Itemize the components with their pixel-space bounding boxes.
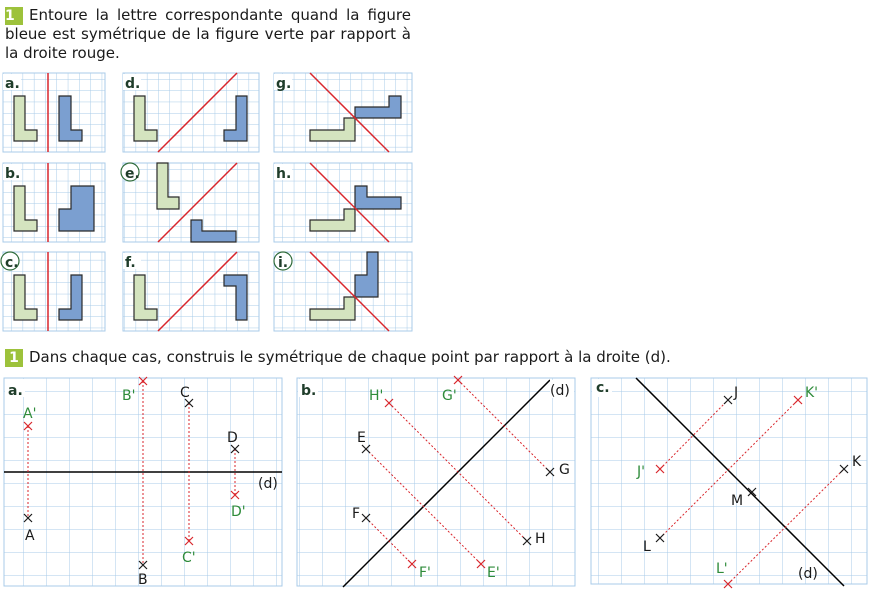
exercise-number-badge: 1 xyxy=(5,7,23,25)
panel-i xyxy=(274,252,412,331)
point-label: A xyxy=(25,528,35,544)
image-label: L' xyxy=(716,561,728,577)
point-label: H xyxy=(535,531,546,547)
panel-a xyxy=(3,73,105,152)
point-label: G xyxy=(559,462,570,478)
exercise-number-badge: 1 xyxy=(5,349,23,367)
panel-letter: g. xyxy=(276,76,292,92)
panel-letter: c. xyxy=(5,255,19,271)
panel-letter: b. xyxy=(5,166,21,182)
panel-c xyxy=(1,252,105,331)
point-label: L xyxy=(643,539,651,555)
line-label: (d) xyxy=(550,383,570,399)
image-label: B' xyxy=(122,388,136,404)
panel-letter: e. xyxy=(125,166,140,182)
panel-h xyxy=(274,163,412,242)
panel-letter: d. xyxy=(125,76,141,92)
panel-letter: i. xyxy=(278,255,289,271)
point-label: M xyxy=(731,493,744,509)
point-label: K xyxy=(852,454,862,470)
image-label: E' xyxy=(487,565,500,581)
panel-b xyxy=(3,163,105,242)
image-label: D' xyxy=(231,504,246,520)
image-label: J' xyxy=(637,464,645,480)
image-label: H' xyxy=(369,388,384,404)
line-label: (d) xyxy=(258,476,278,492)
point-label: F xyxy=(352,506,361,522)
construction-panel-a xyxy=(4,377,282,588)
panel-letter: a. xyxy=(5,76,20,92)
image-label: F' xyxy=(419,565,431,581)
image-label: A' xyxy=(23,406,37,422)
image-label: G' xyxy=(442,388,457,404)
point-label: E xyxy=(357,430,366,446)
point-label: J xyxy=(734,385,739,401)
point-label: B xyxy=(138,572,148,588)
panel-e xyxy=(121,163,259,242)
point-label: D xyxy=(227,430,238,446)
panel-letter: a. xyxy=(8,383,23,399)
panel-letter: b. xyxy=(301,383,317,399)
panel-letter: c. xyxy=(596,380,610,396)
construction-panel-b xyxy=(297,376,575,587)
construction-panel-c xyxy=(591,378,867,588)
image-label: C' xyxy=(182,550,196,566)
exercise-1-text: Entoure la lettre correspondante quand la figure bleue est symétrique de la figure verte par rapport à la droite rouge. xyxy=(5,6,411,62)
point-label: C xyxy=(180,385,190,401)
panel-letter: h. xyxy=(276,166,292,182)
panel-f xyxy=(123,252,259,331)
exercise-2-text: Dans chaque cas, construis le symétrique de chaque point par rapport à la droite (d). xyxy=(29,348,671,366)
line-label: (d) xyxy=(798,566,818,582)
panel-g xyxy=(274,73,412,152)
panel-d xyxy=(123,73,259,152)
image-label: K' xyxy=(805,385,819,401)
panel-letter: f. xyxy=(125,255,136,271)
